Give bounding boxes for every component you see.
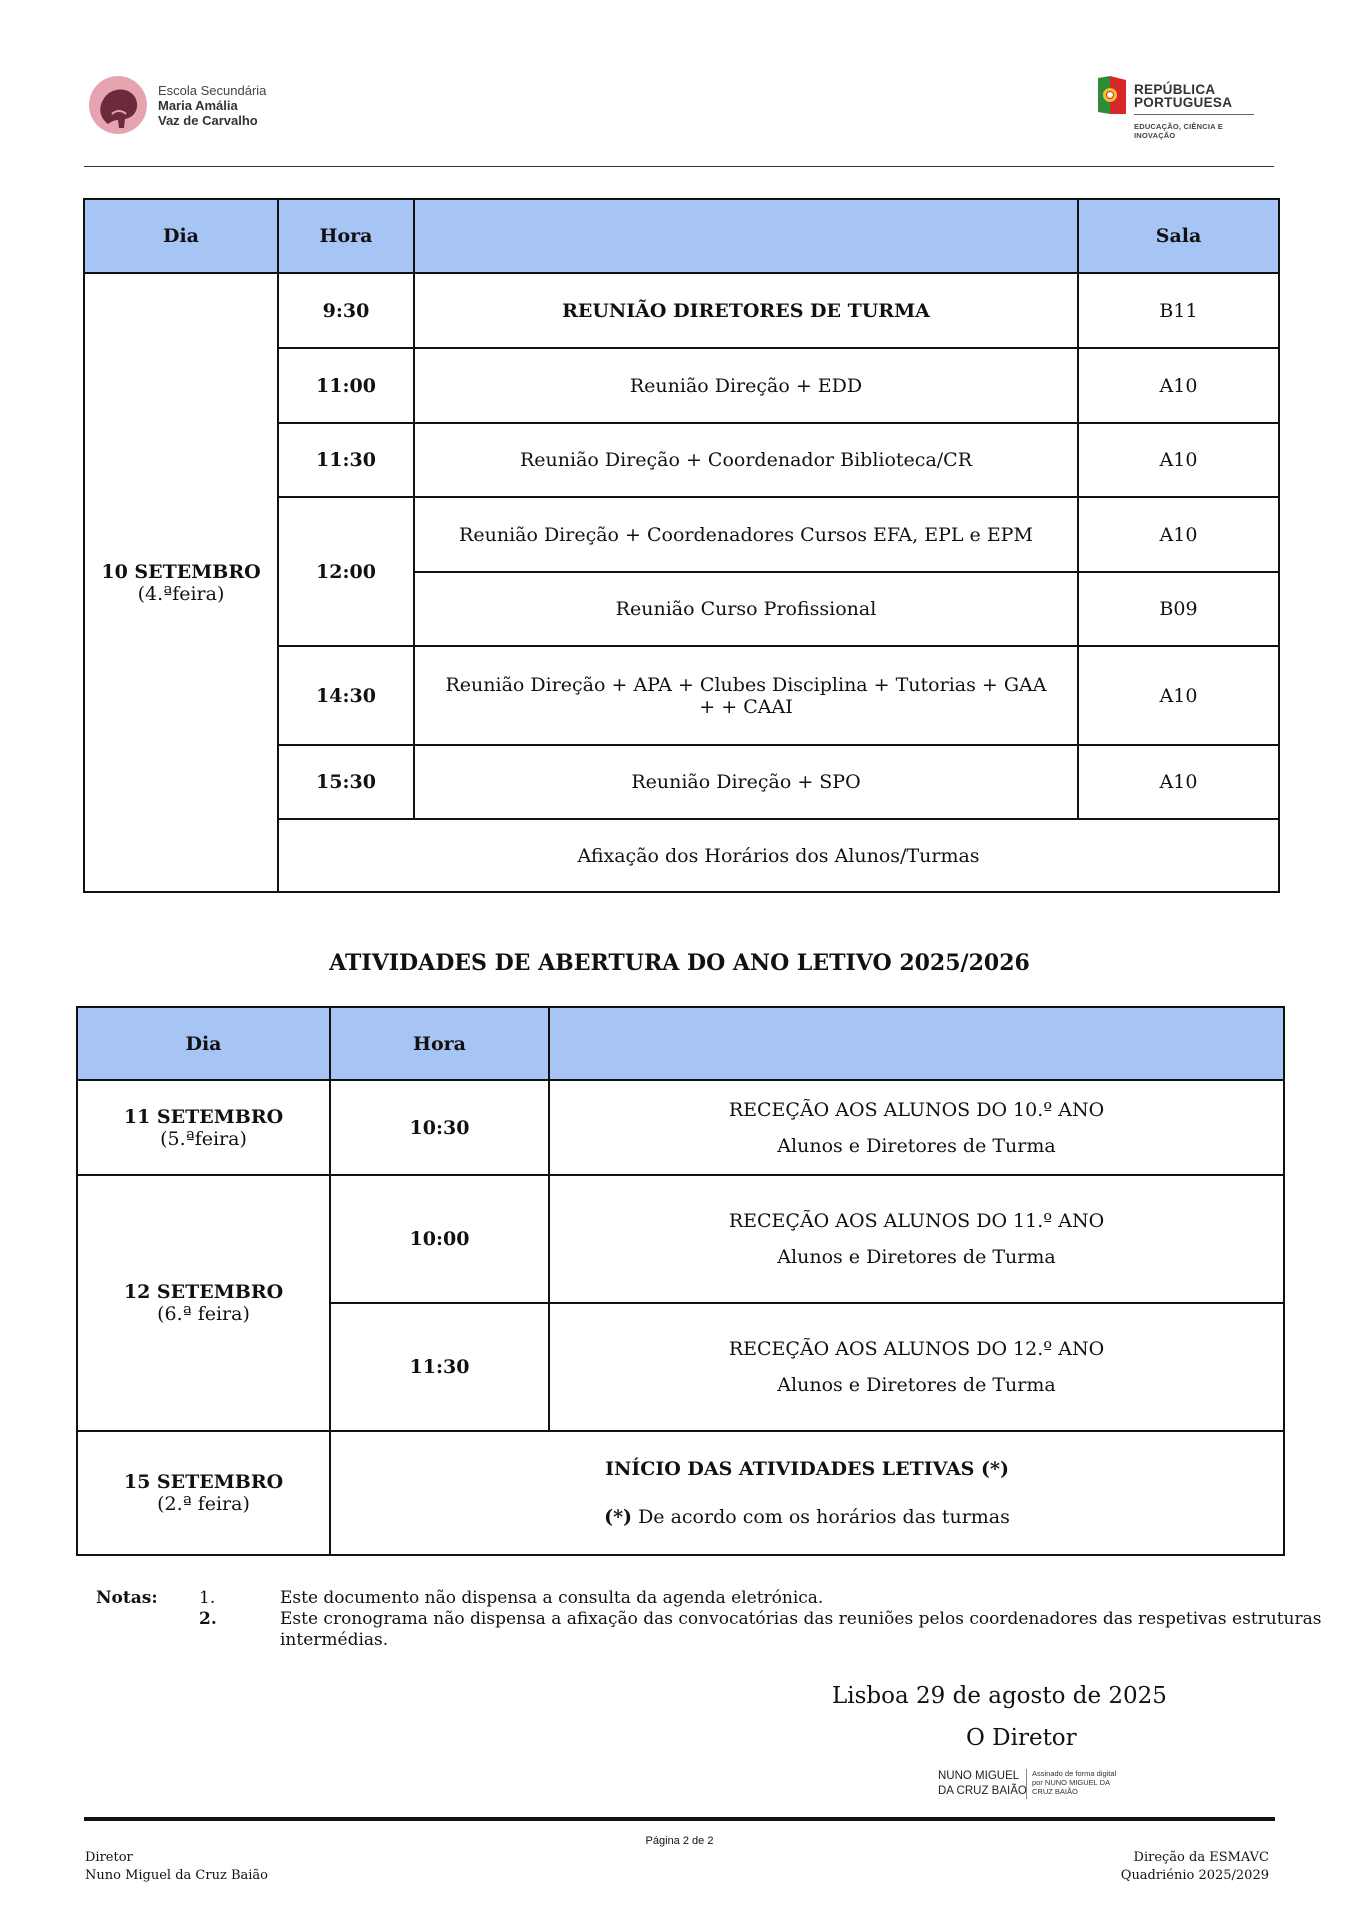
activity-participants: Alunos e Diretores de Turma <box>777 1246 1056 1268</box>
school-logo <box>88 74 288 138</box>
activity-note <box>337 1505 1277 1529</box>
time-cell: 11:30 <box>278 423 414 497</box>
activity-cell <box>414 646 1078 745</box>
time-cell: 15:30 <box>278 745 414 819</box>
note-1: Este documento não dispensa a consulta da agenda eletrónica. <box>280 1588 824 1608</box>
table-header-row <box>77 1007 1284 1080</box>
school-name <box>158 83 266 128</box>
footer-left <box>85 1849 268 1885</box>
activity-line1: Reunião Direção + APA + Clubes Disciplina + Tutorias + GAA <box>445 673 1047 696</box>
activity-cell: Reunião Curso Profissional <box>414 572 1078 646</box>
day-label: 12 SETEMBRO <box>123 1281 284 1303</box>
digital-signature <box>938 1767 1118 1801</box>
gov-line1: REPÚBLICA <box>1134 82 1216 97</box>
table-header-row <box>84 199 1279 273</box>
time-cell: 11:30 <box>330 1303 549 1431</box>
room-cell: A10 <box>1078 423 1279 497</box>
footer-divider <box>84 1817 1275 1821</box>
day-cell <box>77 1080 330 1175</box>
notice-cell: Afixação dos Horários dos Alunos/Turmas <box>278 819 1279 892</box>
time-cell: 9:30 <box>278 273 414 348</box>
activity-participants: Alunos e Diretores de Turma <box>777 1374 1056 1396</box>
day-cell <box>77 1431 330 1555</box>
room-cell: A10 <box>1078 497 1279 572</box>
weekday-label: (5.ªfeira) <box>160 1127 247 1150</box>
activity-cell <box>549 1303 1284 1431</box>
notes-label: Notas: <box>96 1588 158 1608</box>
time-cell: 12:00 <box>278 497 414 646</box>
header-divider <box>84 166 1274 167</box>
footer-name: Nuno Miguel da Cruz Baião <box>85 1868 268 1883</box>
signature-divider <box>1026 1769 1027 1799</box>
government-logo <box>1094 70 1264 138</box>
col-header-hora: Hora <box>278 199 414 273</box>
section-title: ATIVIDADES DE ABERTURA DO ANO LETIVO 2025/2026 <box>329 950 1030 976</box>
signer-role: O Diretor <box>966 1725 1077 1751</box>
activity-title: RECEÇÃO AOS ALUNOS DO 12.º ANO <box>728 1338 1105 1360</box>
activity-cell <box>549 1080 1284 1175</box>
room-cell: A10 <box>1078 745 1279 819</box>
signature-name <box>938 1769 1027 1799</box>
activity-title: RECEÇÃO AOS ALUNOS DO 10.º ANO <box>728 1098 1105 1121</box>
time-cell: 10:00 <box>330 1175 549 1303</box>
activity-cell: Reunião Direção + Coordenador Biblioteca/CR <box>414 423 1078 497</box>
room-cell: A10 <box>1078 646 1279 745</box>
footer-term: Quadriénio 2025/2029 <box>1120 1868 1269 1883</box>
day-cell <box>84 273 278 892</box>
note-number-2: 2. <box>199 1609 217 1629</box>
weekday-label: (6.ª feira) <box>157 1303 250 1325</box>
activity-cell: Reunião Direção + SPO <box>414 745 1078 819</box>
time-cell: 11:00 <box>278 348 414 423</box>
room-cell: B09 <box>1078 572 1279 646</box>
day-label: 11 SETEMBRO <box>123 1105 284 1128</box>
col-header-activity <box>414 199 1078 273</box>
gov-ministry: EDUCAÇÃO, CIÊNCIA E INOVAÇÃO <box>1134 122 1223 140</box>
note-2: Este cronograma não dispensa a afixação das convocatórias das reuniões pelos coordenadores das respetivas estruturas intermédias. <box>280 1609 1322 1650</box>
day-label: 15 SETEMBRO <box>123 1471 284 1493</box>
gov-line2: PORTUGUESA <box>1134 95 1233 110</box>
schedule-table-10-setembro <box>83 198 1280 893</box>
gov-divider <box>1134 114 1254 115</box>
col-header-hora: Hora <box>330 1007 549 1080</box>
room-cell: A10 <box>1078 348 1279 423</box>
activity-note-text: De acordo com os horários das turmas <box>632 1506 1010 1528</box>
table-row <box>77 1080 1284 1175</box>
day-label: 10 SETEMBRO <box>101 560 261 583</box>
time-cell: 10:30 <box>330 1080 549 1175</box>
activity-cell: REUNIÃO DIRETORES DE TURMA <box>414 273 1078 348</box>
room-cell: B11 <box>1078 273 1279 348</box>
page-number: Página 2 de 2 <box>645 1835 714 1847</box>
weekday-label: (4.ªfeira) <box>137 582 225 605</box>
weekday-label: (2.ª feira) <box>157 1493 250 1515</box>
activity-participants: Alunos e Diretores de Turma <box>777 1134 1056 1157</box>
footer-role: Diretor <box>85 1850 133 1865</box>
school-emblem-icon <box>88 74 154 136</box>
activity-title: RECEÇÃO AOS ALUNOS DO 11.º ANO <box>728 1210 1105 1232</box>
school-line1: Escola Secundária <box>158 83 267 98</box>
school-line2: Maria Amália <box>158 98 238 113</box>
table-row <box>77 1175 1284 1303</box>
signature-note: Assinado de forma digital por NUNO MIGUEL DA CRUZ BAIÃO <box>1032 1769 1117 1796</box>
col-header-dia: Dia <box>77 1007 330 1080</box>
col-header-sala: Sala <box>1078 199 1279 273</box>
asterisk-mark: (*) <box>604 1506 633 1528</box>
day-cell <box>77 1175 330 1431</box>
table-row <box>77 1431 1284 1555</box>
signature-name-line2: DA CRUZ BAIÃO <box>938 1785 1027 1797</box>
opening-activities-table <box>76 1006 1285 1556</box>
place-date: Lisboa 29 de agosto de 2025 <box>832 1683 1167 1709</box>
activity-cell <box>549 1175 1284 1303</box>
activity-cell: Reunião Direção + EDD <box>414 348 1078 423</box>
flag-emblem-icon <box>1094 74 1130 118</box>
footer-org: Direção da ESMAVC <box>1133 1850 1269 1865</box>
signature-name-line1: NUNO MIGUEL <box>938 1770 1020 1782</box>
footer-right <box>1121 1849 1269 1885</box>
school-line3: Vaz de Carvalho <box>158 113 258 128</box>
note-number-1: 1. <box>199 1588 216 1608</box>
col-header-dia: Dia <box>84 199 278 273</box>
activity-line2: + + CAAI <box>699 695 793 718</box>
col-header-activity <box>549 1007 1284 1080</box>
activity-cell <box>330 1431 1284 1555</box>
activity-cell: Reunião Direção + Coordenadores Cursos EFA, EPL e EPM <box>414 497 1078 572</box>
table-row <box>84 273 1279 348</box>
time-cell: 14:30 <box>278 646 414 745</box>
activity-title: INÍCIO DAS ATIVIDADES LETIVAS (*) <box>605 1458 1009 1480</box>
